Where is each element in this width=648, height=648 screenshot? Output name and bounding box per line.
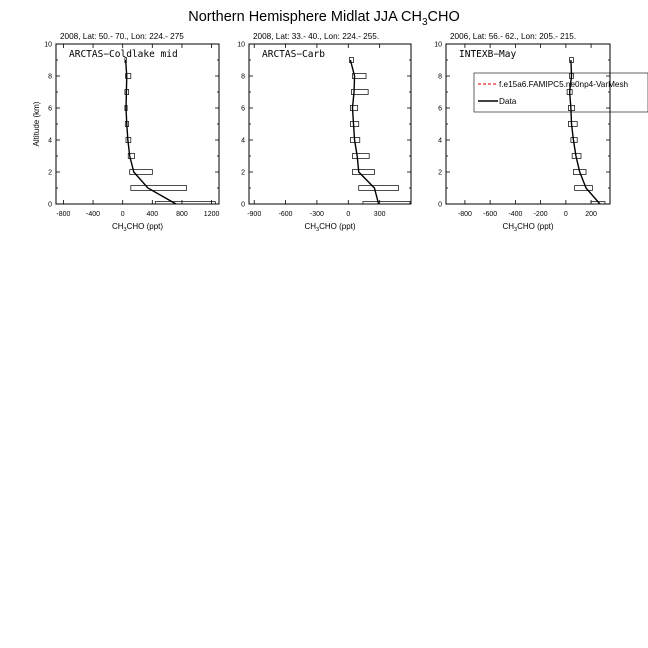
- x-tick-label: 400: [146, 211, 159, 218]
- x-tick-label: 300: [373, 211, 386, 218]
- data-range-box: [350, 122, 358, 127]
- y-tick-label: 8: [241, 73, 245, 81]
- x-tick-label: -400: [86, 211, 101, 218]
- y-tick-label: 8: [48, 73, 52, 81]
- x-tick-label: 0: [120, 211, 125, 218]
- x-label-subscript: 3: [123, 227, 127, 233]
- x-label-suffix: CHO (ppt): [517, 222, 554, 231]
- legend-model-label: f.e15a6.FAMIPC5.ne0np4-VarMesh: [499, 80, 629, 89]
- x-tick-label: -200: [533, 211, 548, 218]
- y-tick-label: 0: [241, 201, 245, 209]
- x-axis-label: [112, 222, 163, 233]
- data-line: [350, 60, 378, 204]
- title-suffix: CHO: [427, 9, 460, 25]
- x-tick-label: -900: [247, 211, 262, 218]
- y-tick-label: 2: [438, 169, 442, 177]
- plot-frame: [56, 44, 219, 204]
- x-tick-label: -300: [309, 211, 324, 218]
- data-line: [126, 60, 176, 204]
- plot-area: [349, 58, 410, 207]
- y-tick-label: 6: [438, 105, 442, 113]
- y-tick-label: 10: [237, 41, 245, 49]
- x-tick-label: 800: [176, 211, 188, 218]
- plot-frame: [249, 44, 411, 204]
- legend: [474, 73, 648, 112]
- panel-2: [237, 32, 411, 233]
- x-tick-label: 200: [585, 211, 597, 218]
- x-label-subscript: 3: [316, 227, 320, 233]
- y-tick-label: 6: [48, 105, 52, 113]
- data-range-box: [568, 122, 577, 127]
- x-label-subscript: 3: [514, 227, 518, 233]
- title-prefix: Northern Hemisphere Midlat JJA CH: [188, 9, 422, 25]
- y-tick-label: 0: [438, 201, 442, 209]
- panel-header: 2006, Lat: 56.- 62., Lon: 205.- 215.: [450, 32, 577, 41]
- panel-1: [32, 32, 219, 233]
- y-axis-label: Altitude (km): [32, 101, 41, 147]
- x-label-suffix: CHO (ppt): [319, 222, 356, 231]
- panel-3: [434, 32, 610, 233]
- title-subscript: 3: [421, 16, 428, 28]
- x-label-suffix: CHO (ppt): [126, 222, 164, 231]
- x-tick-label: -800: [56, 211, 71, 218]
- y-tick-label: 10: [434, 41, 442, 49]
- legend-box: [474, 73, 648, 112]
- x-tick-label: -600: [483, 211, 498, 218]
- y-tick-label: 8: [438, 73, 442, 81]
- x-tick-label: 0: [563, 211, 568, 218]
- data-range-box: [352, 154, 369, 159]
- data-range-box: [352, 170, 374, 175]
- data-range-box: [359, 186, 399, 191]
- panel-header: 2008, Lat: 50.- 70., Lon: 224.- 275: [60, 32, 184, 41]
- y-tick-label: 4: [48, 137, 52, 145]
- y-tick-label: 2: [241, 169, 245, 177]
- x-tick-label: -400: [508, 211, 523, 218]
- x-label-prefix: CH: [502, 222, 515, 231]
- x-label-prefix: CH: [304, 222, 317, 231]
- x-tick-label: 1200: [203, 211, 220, 218]
- y-tick-label: 4: [241, 137, 245, 145]
- x-label-prefix: CH: [111, 222, 124, 231]
- data-range-box: [575, 186, 593, 191]
- x-tick-label: -800: [457, 211, 472, 218]
- x-axis-label: [304, 222, 355, 233]
- x-axis-label: [502, 222, 553, 233]
- y-tick-label: 6: [241, 105, 245, 113]
- panel-header: 2008, Lat: 33.- 40., Lon: 224.- 255.: [253, 32, 380, 41]
- y-tick-label: 10: [44, 41, 52, 49]
- data-range-box: [131, 186, 187, 191]
- plot-frame: [446, 44, 610, 204]
- campaign-label: INTEXB−May: [459, 49, 517, 60]
- data-range-box: [350, 106, 357, 111]
- x-tick-label: -600: [278, 211, 293, 218]
- y-tick-label: 0: [48, 201, 52, 209]
- campaign-label: ARCTAS−Coldlake mid: [69, 49, 178, 60]
- x-tick-label: 0: [346, 211, 351, 218]
- legend-data-label: Data: [499, 97, 517, 106]
- y-tick-label: 4: [438, 137, 442, 145]
- campaign-label: ARCTAS−Carb: [262, 49, 325, 60]
- y-tick-label: 2: [48, 169, 52, 177]
- plot-area: [125, 58, 215, 207]
